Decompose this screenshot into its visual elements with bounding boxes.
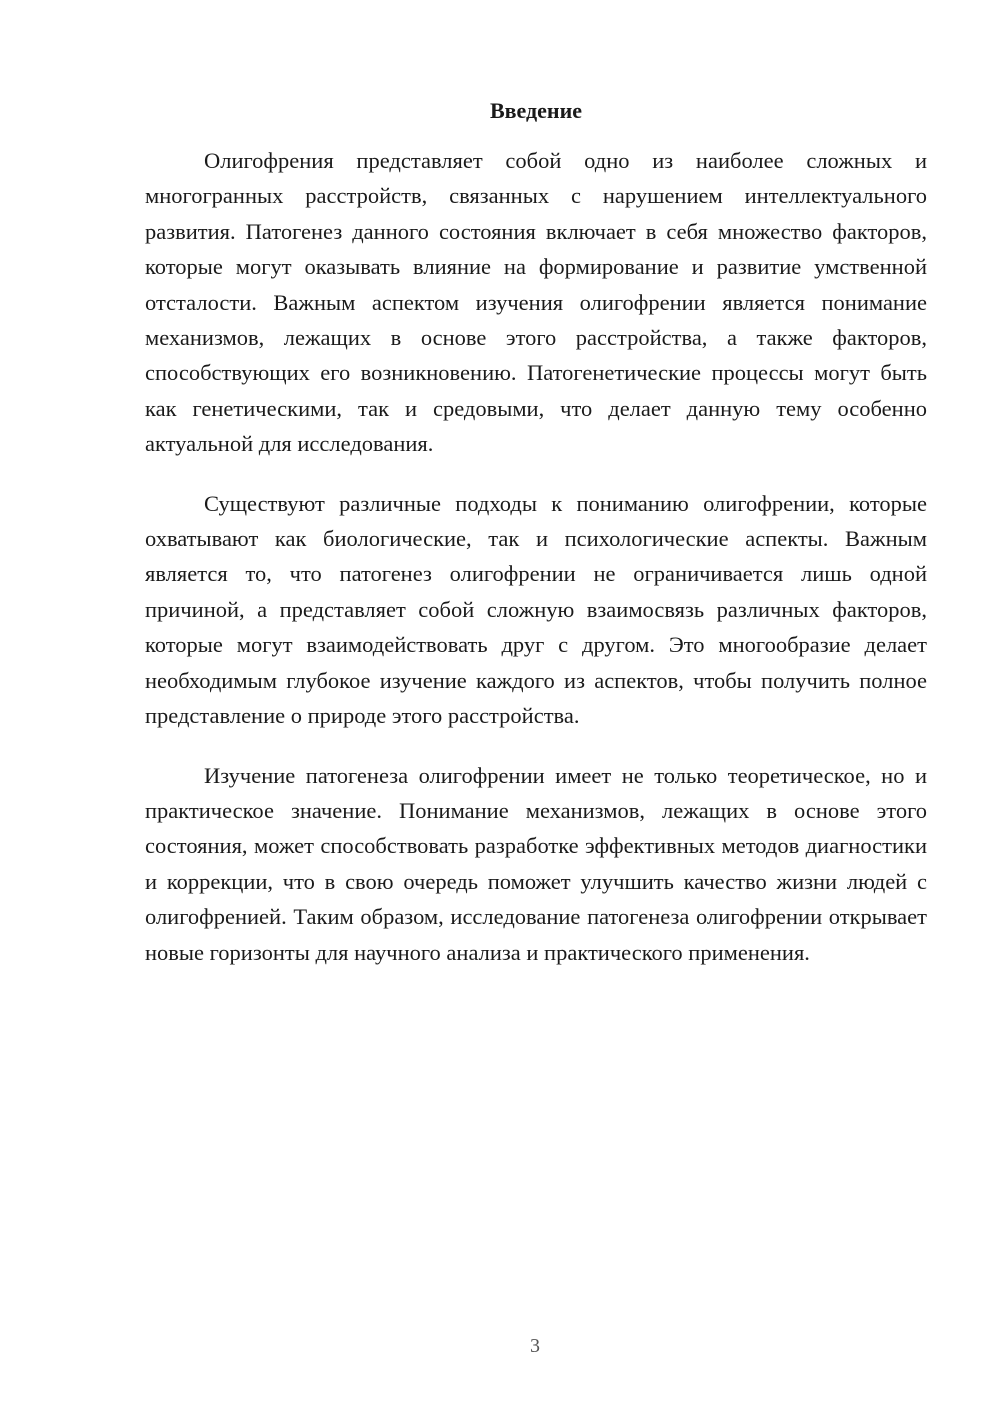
paragraph-3: Изучение патогенеза олигофрении имеет не только теоретическое, но и практическое значение. Понимание механизмов, лежащих в основе этого состояния, может способствовать разработке эффективных методов диагностики и коррекции, что в свою очередь поможет улучшить качество жизни людей с олигофренией. Таким образом, исследование патогенеза олигофрении открывает новые горизонты для научного анализа и практического применения. <box>145 762 927 965</box>
body-text <box>145 143 927 994</box>
page-number: 3 <box>530 1335 540 1357</box>
page-title: Введение <box>489 98 583 123</box>
paragraph-2: Существуют различные подходы к пониманию олигофрении, которые охватывают как биологические, так и психологические аспекты. Важным является то, что патогенез олигофрении не ограничивается лишь одной причиной, а представляет собой сложную взаимосвязь различных факторов, которые могут взаимодействовать друг с другом. Это многообразие делает необходимым глубокое изучение каждого из аспектов, чтобы получить полное представление о природе этого расстройства. <box>145 490 927 729</box>
paragraph-1: Олигофрения представляет собой одно из наиболее сложных и многогранных расстройств, связанных с нарушением интеллектуального развития. Патогенез данного состояния включает в себя множество факторов, которые могут оказывать влияние на формирование и развитие умственной отсталости. Важным аспектом изучения олигофрении является понимание механизмов, лежащих в основе этого расстройства, а также факторов, способствующих его возникновению. Патогенетические процессы могут быть как генетическими, так и средовыми, что делает данную тему особенно актуальной для исследования. <box>145 148 927 457</box>
